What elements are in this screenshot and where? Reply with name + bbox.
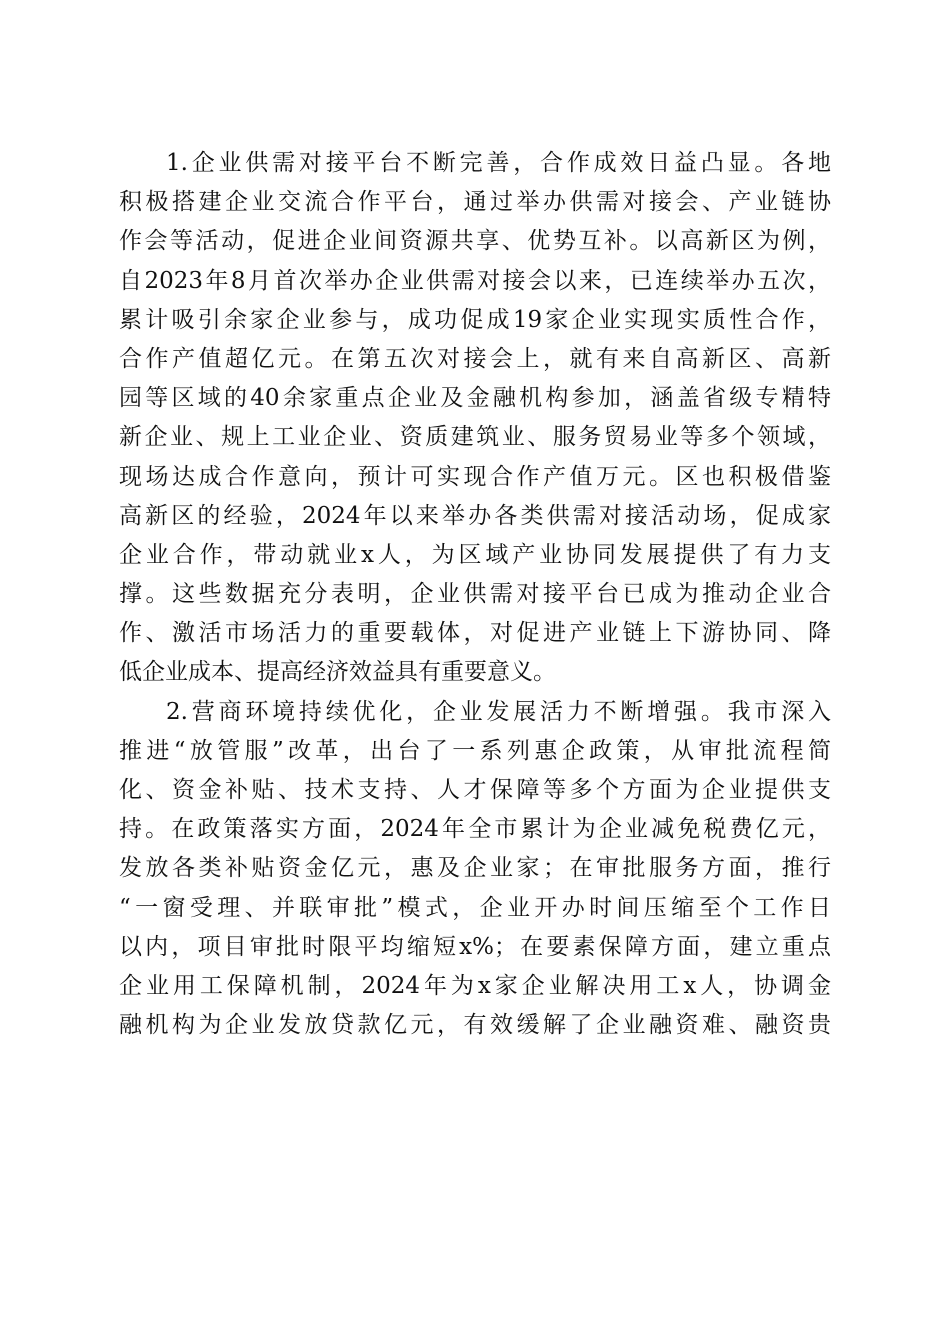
text-line: 融机构为企业发放贷款亿元，有效缓解了企业融资难、融资贵 xyxy=(119,1012,831,1039)
text-line: 发放各类补贴资金亿元，惠及企业家；在审批服务方面，推行 xyxy=(119,855,831,882)
paragraph-1 xyxy=(119,144,831,693)
text-line: 1.企业供需对接平台不断完善，合作成效日益凸显。各地 xyxy=(166,150,831,176)
text-line: 以内，项目审批时限平均缩短x%；在要素保障方面，建立重点 xyxy=(119,933,831,960)
text-line: 现场达成合作意向，预计可实现合作产值万元。区也积极借鉴 xyxy=(119,463,831,490)
text-line: “一窗受理、并联审批”模式，企业开办时间压缩至个工作日 xyxy=(119,894,831,921)
text-line: 作会等活动，促进企业间资源共享、优势互补。以高新区为例， xyxy=(119,228,831,255)
text-line: 高新区的经验，2024年以来举办各类供需对接活动场，促成家 xyxy=(119,502,831,529)
text-line: 持。在政策落实方面，2024年全市累计为企业减免税费亿元， xyxy=(119,816,831,843)
text-line: 低企业成本、提高经济效益具有重要意义。 xyxy=(119,659,556,686)
text-line: 企业用工保障机制，2024年为x家企业解决用工x人，协调金 xyxy=(119,972,831,999)
text-line: 2.营商环境持续优化，企业发展活力不断增强。我市深入 xyxy=(166,698,831,725)
text-line: 自2023年8月首次举办企业供需对接会以来，已连续举办五次， xyxy=(119,267,831,294)
text-line: 积极搭建企业交流合作平台，通过举办供需对接会、产业链协 xyxy=(119,189,831,216)
body-text xyxy=(119,144,831,1045)
text-line: 化、资金补贴、技术支持、人才保障等多个方面为企业提供支 xyxy=(119,777,831,803)
text-line: 作、激活市场活力的重要载体，对促进产业链上下游协同、降 xyxy=(119,620,831,647)
text-line: 撑。这些数据充分表明，企业供需对接平台已成为推动企业合 xyxy=(119,581,831,608)
text-line: 园等区域的40余家重点企业及金融机构参加，涵盖省级专精特 xyxy=(119,385,831,412)
text-line: 推进“放管服”改革，出台了一系列惠企政策，从审批流程简 xyxy=(119,737,831,764)
text-line: 企业合作，带动就业x人，为区域产业协同发展提供了有力支 xyxy=(119,541,831,568)
paragraph-2 xyxy=(119,693,831,1046)
text-line: 新企业、规上工业企业、资质建筑业、服务贸易业等多个领域， xyxy=(119,424,831,451)
text-line: 合作产值超亿元。在第五次对接会上，就有来自高新区、高新 xyxy=(119,345,831,372)
text-line: 累计吸引余家企业参与，成功促成19家企业实现实质性合作， xyxy=(119,306,831,333)
